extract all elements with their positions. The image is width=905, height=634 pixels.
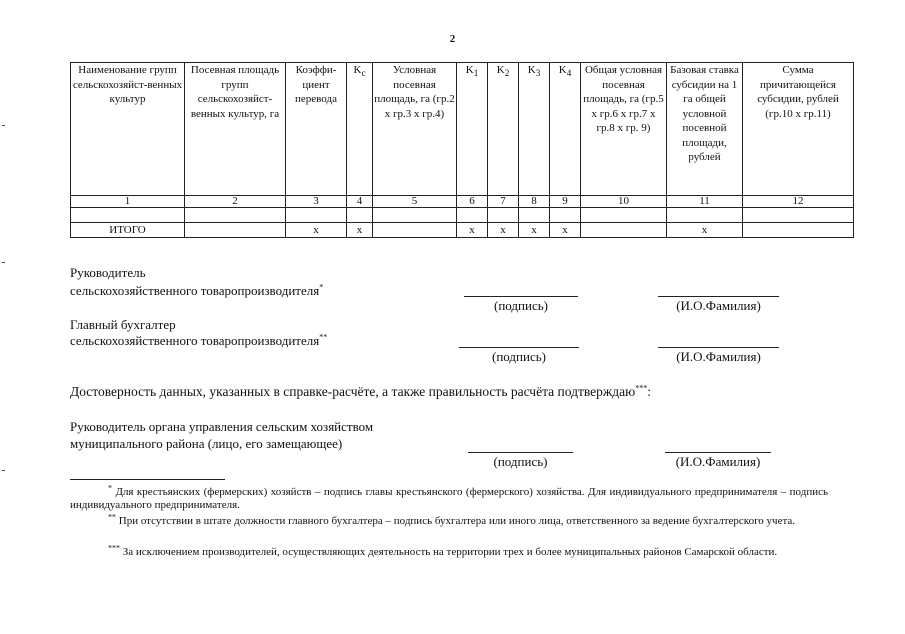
table-cell[interactable] [667,208,743,223]
total-cell: x [347,223,373,238]
column-number: 5 [373,196,457,208]
column-number: 1 [71,196,185,208]
column-number: 4 [347,196,373,208]
header-cell: $K_4$ [550,63,581,196]
footnote-2: ** При отсутствии в штате должности главного бухгалтера – подпись бухгалтера или иного лица, ответственного за ведение бухгалтерского учета. [108,512,796,527]
accountant-label: Главный бухгалтер [70,317,176,332]
total-cell: x [488,223,519,238]
total-cell[interactable] [185,223,286,238]
table-row [71,208,854,223]
header-cell: $K_1$ [457,63,488,196]
total-cell[interactable] [373,223,457,238]
head-label-org: сельскохозяйственного товаропроизводителя* [70,282,324,298]
column-number: 12 [743,196,854,208]
header-cell: Условная посевная площадь, га (гр.2 х гр.3 х гр.4) [373,63,457,196]
table-cell[interactable] [581,208,667,223]
accountant-label-org: сельскохозяйственного товаропроизводителя** [70,332,328,348]
table-cell[interactable] [373,208,457,223]
header-cell: Наименование групп сельскохозяйст-венных культур [71,63,185,196]
official-name-line[interactable] [665,452,771,453]
total-cell: x [457,223,488,238]
total-row [71,223,854,238]
column-number: 9 [550,196,581,208]
header-cell: Сумма причитающейся субсидии, рублей (гр.10 х гр.11) [743,63,854,196]
table-cell[interactable] [71,208,185,223]
table-cell[interactable] [550,208,581,223]
total-label: ИТОГО [71,223,185,238]
page-number: 2 [449,33,456,45]
total-cell[interactable] [581,223,667,238]
head-label: Руководитель [70,265,146,280]
total-cell: x [286,223,347,238]
head-name-caption: (И.О.Фамилия) [676,298,761,313]
header-cell: $K_c$ [347,63,373,196]
official-signature-line[interactable] [468,452,573,453]
table-header-row [71,63,854,196]
total-cell: x [519,223,550,238]
footnote-1: * Для крестьянских (фермерских) хозяйств – подпись главы крестьянского (фермерского) хозяйства. Для индивидуального предпринимателя – подпись индивидуального предпринимателя. [70,483,828,511]
accountant-signature-caption: (подпись) [492,349,546,364]
official-label-district: муниципального района (лицо, его замещающее) [70,436,343,451]
table-cell[interactable] [488,208,519,223]
head-signature-line[interactable] [464,296,578,297]
footnote-3: *** За исключением производителей, осуществляющих деятельность на территории трех и более муниципальных районов Самарской области. [108,543,778,558]
scan-mark [2,262,5,263]
column-number: 2 [185,196,286,208]
confirmation-text: Достоверность данных, указанных в справке-расчёте, а также правильность расчёта подтверждаю***: [70,383,651,399]
total-cell: x [667,223,743,238]
table-cell[interactable] [519,208,550,223]
table-cell[interactable] [457,208,488,223]
table-cell[interactable] [743,208,854,223]
official-signature-caption: (подпись) [493,454,548,469]
header-cell: $K_3$ [519,63,550,196]
head-signature-caption: (подпись) [494,298,548,313]
total-cell[interactable] [743,223,854,238]
column-number-row [71,196,854,208]
head-name-line[interactable] [658,296,779,297]
header-cell: Базовая ставка субсидии на 1 га общей условной посевной площади, рублей [667,63,743,196]
accountant-name-caption: (И.О.Фамилия) [676,349,761,364]
subsidy-table [70,62,854,238]
column-number: 6 [457,196,488,208]
header-cell: Коэффи-циент перевода [286,63,347,196]
table-cell[interactable] [286,208,347,223]
header-cell: Общая условная посевная площадь, га (гр.5 х гр.6 х гр.7 х гр.8 х гр. 9) [581,63,667,196]
table-cell[interactable] [185,208,286,223]
official-name-caption: (И.О.Фамилия) [675,454,761,469]
column-number: 3 [286,196,347,208]
footnote-divider [70,479,225,480]
column-number: 7 [488,196,519,208]
column-number: 11 [667,196,743,208]
table-cell[interactable] [347,208,373,223]
column-number: 10 [581,196,667,208]
official-label: Руководитель органа управления сельским хозяйством [70,419,374,434]
scan-mark [2,125,5,126]
header-cell: Посевная площадь групп сельскохозяйст-венных культур, га [185,63,286,196]
accountant-signature-line[interactable] [459,347,579,348]
header-cell: $K_2$ [488,63,519,196]
total-cell: x [550,223,581,238]
scan-mark [2,470,5,471]
accountant-name-line[interactable] [658,347,779,348]
column-number: 8 [519,196,550,208]
